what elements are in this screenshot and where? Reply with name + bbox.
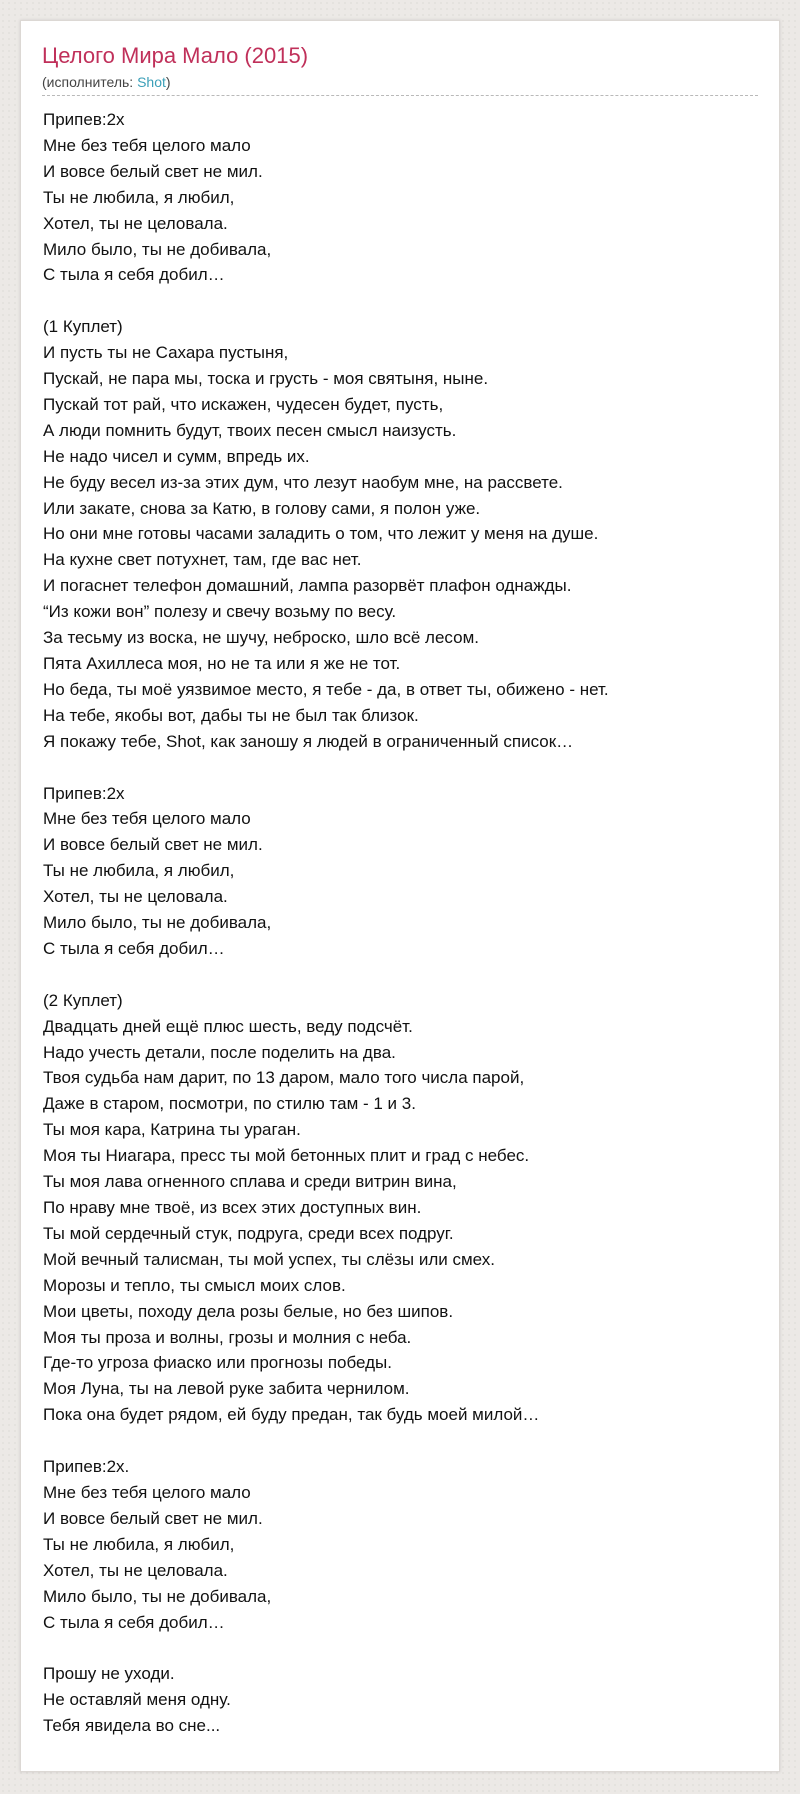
- lyric-line: Надо учесть детали, после поделить на два.: [43, 1042, 396, 1062]
- lyrics-stanza: [43, 781, 763, 962]
- lyric-line: Пускай тот рай, что искажен, чудесен будет, пусть,: [43, 394, 444, 414]
- header-divider: [42, 95, 758, 96]
- song-header: [42, 43, 758, 96]
- lyric-line: Морозы и тепло, ты смысл моих слов.: [43, 1275, 346, 1295]
- lyric-line: Мне без тебя целого мало: [43, 1482, 251, 1502]
- lyric-line: Не надо чисел и сумм, впредь их.: [43, 446, 310, 466]
- lyric-line: Но беда, ты моё уязвимое место, я тебе - да, в ответ ты, обижено - нет.: [43, 679, 609, 699]
- lyric-line: Мне без тебя целого мало: [43, 809, 251, 829]
- lyrics-stanza: [43, 1661, 763, 1739]
- lyric-line: И погаснет телефон домашний, лампа разорвёт плафон однажды.: [43, 576, 572, 596]
- lyric-line: “Из кожи вон” полезу и свечу возьму по весу.: [43, 602, 397, 622]
- lyric-line: (2 Куплет): [43, 990, 123, 1010]
- lyric-line: Я покажу тебе, Shot, как заношу я людей в ограниченный список…: [43, 731, 574, 751]
- lyric-line: Твоя судьба нам дарит, по 13 даром, мало того числа парой,: [43, 1068, 525, 1088]
- lyric-line: За тесьму из воска, не шучу, неброско, шло всё лесом.: [43, 628, 479, 648]
- lyrics-body: [43, 107, 763, 1765]
- lyric-line: Или закате, снова за Катю, в голову сами, я полон уже.: [43, 498, 481, 518]
- lyric-line: Моя ты проза и волны, грозы и молния с неба.: [43, 1327, 412, 1347]
- lyric-line: И вовсе белый свет не мил.: [43, 835, 263, 855]
- song-title: Целого Мира Мало (2015): [42, 43, 309, 68]
- lyric-line: С тыла я себя добил…: [43, 1612, 225, 1632]
- lyric-line: Ты не любила, я любил,: [43, 187, 235, 207]
- artist-byline: [42, 73, 758, 91]
- lyric-line: Но они мне готовы часами заладить о том, что лежит у меня на душе.: [43, 524, 599, 544]
- lyrics-stanza: [43, 314, 763, 754]
- artist-link[interactable]: Shot: [137, 74, 166, 90]
- lyric-line: Мой вечный талисман, ты мой успех, ты слёзы или смех.: [43, 1249, 495, 1269]
- lyric-line: Прошу не уходи.: [43, 1664, 175, 1684]
- lyric-line: Двадцать дней ещё плюс шесть, веду подсчёт.: [43, 1016, 413, 1036]
- lyric-line: Ты моя лава огненного сплава и среди витрин вина,: [43, 1172, 457, 1192]
- lyric-line: Не буду весел из-за этих дум, что лезут наобум мне, на рассвете.: [43, 472, 563, 492]
- lyric-line: А люди помнить будут, твоих песен смысл наизусть.: [43, 420, 457, 440]
- artist-suffix: ): [165, 74, 171, 90]
- artist-prefix: (исполнитель:: [42, 74, 138, 90]
- lyric-line: С тыла я себя добил…: [43, 265, 225, 285]
- lyric-line: По нраву мне твоё, из всех этих доступных вин.: [43, 1198, 422, 1218]
- lyric-line: Припев:2х.: [43, 1457, 130, 1477]
- lyric-line: Хотел, ты не целовала.: [43, 887, 228, 907]
- lyric-line: Хотел, ты не целовала.: [43, 213, 228, 233]
- lyrics-card: [20, 20, 780, 1772]
- lyric-line: Не оставляй меня одну.: [43, 1690, 231, 1710]
- lyric-line: Мои цветы, походу дела розы белые, но без шипов.: [43, 1301, 454, 1321]
- lyric-line: Моя Луна, ты на левой руке забита чернилом.: [43, 1379, 410, 1399]
- lyric-line: На тебе, якобы вот, дабы ты не был так близок.: [43, 705, 419, 725]
- lyric-line: (1 Куплет): [43, 317, 123, 337]
- lyric-line: Хотел, ты не целовала.: [43, 1560, 228, 1580]
- lyrics-stanza: [43, 988, 763, 1428]
- lyric-line: Мило было, ты не добивала,: [43, 239, 272, 259]
- lyric-line: Ты мой сердечный стук, подруга, среди всех подруг.: [43, 1223, 454, 1243]
- lyric-line: Моя ты Ниагара, пресс ты мой бетонных плит и град с небес.: [43, 1146, 530, 1166]
- lyrics-stanza: [43, 107, 763, 288]
- lyric-line: И пусть ты не Сахара пустыня,: [43, 343, 289, 363]
- lyric-line: Тебя явидела во сне...: [43, 1716, 221, 1736]
- lyric-line: На кухне свет потухнет, там, где вас нет.: [43, 550, 362, 570]
- lyric-line: Пока она будет рядом, ей буду предан, так будь моей милой…: [43, 1405, 540, 1425]
- lyric-line: Ты не любила, я любил,: [43, 861, 235, 881]
- lyric-line: Мило было, ты не добивала,: [43, 1586, 272, 1606]
- lyric-line: С тыла я себя добил…: [43, 938, 225, 958]
- lyric-line: И вовсе белый свет не мил.: [43, 161, 263, 181]
- lyric-line: Мне без тебя целого мало: [43, 135, 251, 155]
- lyric-line: Пускай, не пара мы, тоска и грусть - моя святыня, ныне.: [43, 369, 489, 389]
- lyric-line: Ты моя кара, Катрина ты ураган.: [43, 1120, 301, 1140]
- lyric-line: Ты не любила, я любил,: [43, 1534, 235, 1554]
- lyrics-stanza: [43, 1454, 763, 1635]
- lyric-line: Где-то угроза фиаско или прогнозы победы.: [43, 1353, 392, 1373]
- lyric-line: Пята Ахиллеса моя, но не та или я же не тот.: [43, 654, 401, 674]
- lyric-line: И вовсе белый свет не мил.: [43, 1508, 263, 1528]
- lyric-line: Мило было, ты не добивала,: [43, 913, 272, 933]
- lyric-line: Даже в старом, посмотри, по стилю там - 1 и 3.: [43, 1094, 416, 1114]
- lyric-line: Припев:2х: [43, 783, 125, 803]
- lyric-line: Припев:2х: [43, 110, 125, 129]
